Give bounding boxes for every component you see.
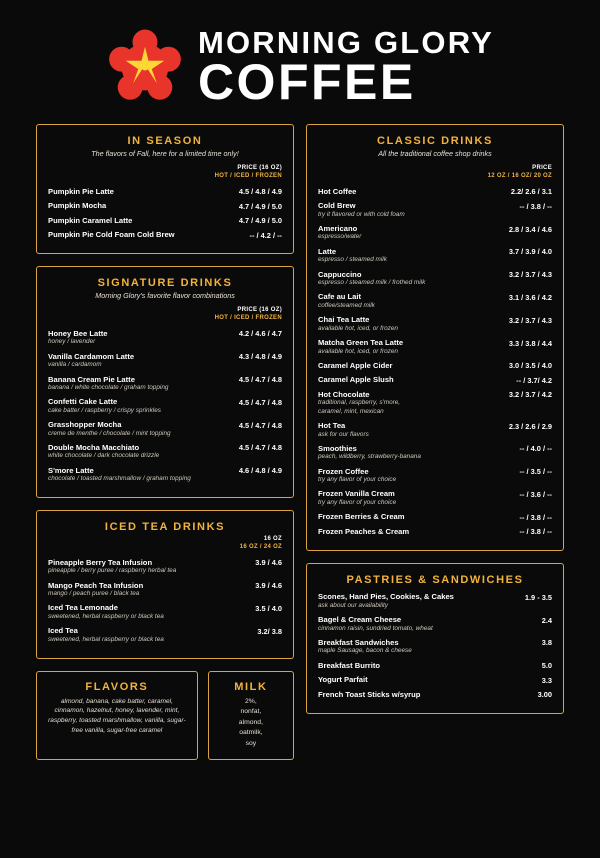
item-name: Cold Brew xyxy=(318,201,356,211)
section-iced-tea-drinks xyxy=(36,510,294,658)
item-price: -- / 3.5 / -- xyxy=(519,467,552,477)
item-description: cake batter / raspberry / crispy sprinkles xyxy=(48,406,161,414)
price-header-label: 16 OZ xyxy=(263,536,282,543)
section-title: CLASSIC DRINKS xyxy=(377,135,493,147)
menu-item xyxy=(48,326,282,349)
item-price: 4.7 / 4.9 / 5.0 xyxy=(238,216,282,226)
price-header-sub: 12 OZ / 16 OZ/ 20 OZ xyxy=(487,173,552,180)
item-name: Honey Bee Latte xyxy=(48,328,108,338)
item-name: Bagel & Cream Cheese xyxy=(318,615,402,625)
menu-item xyxy=(318,358,552,373)
menu-item xyxy=(318,613,552,636)
menu-item xyxy=(318,199,552,222)
flavors-list: almond, banana, cake batter, caramel, cinnamon, hazelnut, honey, lavender, mint, raspberry, toasted marshmallow, vanilla, sugar-free vanilla, sugar-free caramel xyxy=(48,697,186,735)
price-header-label: PRICE (16 OZ) xyxy=(237,165,282,171)
menu-item xyxy=(318,658,552,673)
item-name: Mango Peach Tea Infusion xyxy=(48,580,144,590)
flavors-milk-row xyxy=(36,671,294,761)
item-name: Pumpkin Pie Cold Foam Cold Brew xyxy=(48,230,175,240)
section-subtitle: Morning Glory's favorite flavor combinations xyxy=(95,291,235,301)
item-price: 3.8 xyxy=(541,638,552,648)
item-price: 3.2/ 3.8 xyxy=(257,626,282,636)
item-price: 4.5 / 4.7 / 4.8 xyxy=(238,443,282,453)
price-header-sub: HOT / ICED / FROZEN xyxy=(214,173,282,180)
item-description: honey / lavender xyxy=(48,338,96,346)
item-name: Pumpkin Mocha xyxy=(48,201,107,211)
item-price: 3.2 / 3.7 / 4.3 xyxy=(508,315,552,325)
item-name: Frozen Vanilla Cream xyxy=(318,489,395,499)
item-price: -- / 3.7/ 4.2 xyxy=(516,375,552,385)
item-name: Frozen Peaches & Cream xyxy=(318,526,410,536)
item-description: coffee/steamed milk xyxy=(318,301,375,309)
pastries-items xyxy=(318,590,552,702)
item-price: 3.2 / 3.7 / 4.2 xyxy=(508,390,552,400)
item-name: Matcha Green Tea Latte xyxy=(318,338,404,348)
price-header-label: PRICE xyxy=(532,165,552,171)
section-title: SIGNATURE DRINKS xyxy=(97,277,233,290)
item-price: 3.3 / 3.8 / 4.4 xyxy=(508,338,552,348)
section-title: FLAVORS xyxy=(85,680,149,693)
item-description: mango / peach puree / black tea xyxy=(48,590,140,598)
item-description: cinnamon raisin, sundried tomato, wheat xyxy=(318,624,433,632)
milk-list: 2%, nonfat, almond, oatmilk, soy xyxy=(238,697,263,747)
menu-item xyxy=(318,524,552,539)
section-in-season xyxy=(36,124,294,254)
item-description: vanilla / cardamom xyxy=(48,361,102,369)
menu-item xyxy=(48,228,282,243)
item-description: ask for our flavors xyxy=(318,430,369,438)
item-description: espresso/water xyxy=(318,233,362,241)
in-season-items xyxy=(48,184,282,242)
item-description: peach, wildberry, strawberry-banana xyxy=(318,453,421,461)
item-description: creme de menthe / chocolate / mint topping xyxy=(48,429,171,437)
item-price: -- / 4.0 / -- xyxy=(519,444,552,454)
item-description: try it flavored or with cold foam xyxy=(318,210,405,218)
menu-item xyxy=(48,578,282,601)
item-name: Vanilla Cardamom Latte xyxy=(48,351,135,361)
item-name: Smoothies xyxy=(318,443,357,453)
menu-item xyxy=(48,463,282,486)
menu-item xyxy=(318,590,552,613)
section-milk xyxy=(208,671,294,761)
menu-item xyxy=(318,635,552,658)
item-price: -- / 4.2 / -- xyxy=(249,230,282,240)
menu-columns xyxy=(0,124,600,760)
item-description: chocolate / toasted marshmallow / graham topping xyxy=(48,475,191,483)
menu-item xyxy=(318,336,552,359)
item-name: Pineapple Berry Tea Infusion xyxy=(48,557,153,567)
item-name: Grasshopper Mocha xyxy=(48,420,122,430)
price-header-sub: HOT / ICED / FROZEN xyxy=(214,315,282,322)
item-price: 3.7 / 3.9 / 4.0 xyxy=(508,247,552,257)
item-price: 3.1 / 3.6 / 4.2 xyxy=(508,292,552,302)
menu-item xyxy=(318,222,552,245)
item-name: Iced Tea Lemonade xyxy=(48,603,118,613)
item-price: -- / 3.8 / -- xyxy=(519,201,552,211)
menu-item xyxy=(318,387,552,418)
item-price: 1.9 - 3.5 xyxy=(524,592,552,602)
item-name: Iced Tea xyxy=(48,626,78,636)
section-title: MILK xyxy=(234,680,268,693)
menu-item xyxy=(48,349,282,372)
menu-item xyxy=(318,244,552,267)
item-price: 2.3 / 2.6 / 2.9 xyxy=(508,421,552,431)
item-price: 5.0 xyxy=(541,661,552,671)
section-flavors xyxy=(36,671,198,761)
menu-item xyxy=(318,464,552,487)
item-name: Chai Tea Latte xyxy=(318,315,370,325)
section-subtitle: All the traditional coffee shop drinks xyxy=(378,149,492,158)
item-price: 4.5 / 4.7 / 4.8 xyxy=(238,375,282,384)
item-name: Double Mocha Macchiato xyxy=(48,442,140,452)
menu-item xyxy=(318,184,552,199)
item-name: Pumpkin Caramel Latte xyxy=(48,215,133,225)
item-name: Breakfast Burrito xyxy=(318,660,381,670)
item-name: Americano xyxy=(318,224,358,233)
item-price: 4.2 / 4.6 / 4.7 xyxy=(238,329,282,339)
menu-item xyxy=(318,267,552,290)
menu-item xyxy=(48,601,282,624)
menu-item xyxy=(48,199,282,214)
item-name: Yogurt Parfait xyxy=(318,675,368,685)
item-price: 2.4 xyxy=(541,615,552,625)
classic-items xyxy=(318,184,552,539)
menu-item xyxy=(48,372,282,395)
item-price: 2.2/ 2.6 / 3.1 xyxy=(510,187,552,197)
price-header xyxy=(318,164,552,180)
menu-item xyxy=(318,687,552,702)
iced-tea-items xyxy=(48,555,282,646)
item-name: French Toast Sticks w/syrup xyxy=(318,689,421,699)
price-header xyxy=(48,306,282,322)
menu-item xyxy=(48,395,282,418)
item-description: espresso / steamed milk xyxy=(318,256,387,264)
section-title: PASTRIES & SANDWICHES xyxy=(346,573,524,586)
price-header xyxy=(48,164,282,180)
item-price: -- / 3.8 / -- xyxy=(519,527,552,537)
item-description: available hot, iced, or frozen xyxy=(318,347,398,355)
signature-items xyxy=(48,326,282,486)
item-price: 4.6 / 4.8 / 4.9 xyxy=(238,466,282,476)
item-price: 3.2 / 3.7 / 4.3 xyxy=(508,270,552,280)
item-price: 3.0 / 3.5 / 4.0 xyxy=(508,361,552,371)
item-description: try any flavor of your choice xyxy=(318,476,397,484)
item-price: 3.9 / 4.6 xyxy=(255,558,282,568)
item-price: -- / 3.8 / -- xyxy=(519,512,552,522)
menu-item xyxy=(318,673,552,688)
item-price: 3.00 xyxy=(537,690,552,700)
item-name: Caramel Apple Slush xyxy=(318,375,394,385)
item-price: 4.3 / 4.8 / 4.9 xyxy=(238,352,282,362)
item-description: ask about our availability xyxy=(318,601,388,609)
section-signature-drinks xyxy=(36,266,294,498)
menu-item xyxy=(318,419,552,442)
menu-item xyxy=(48,418,282,441)
item-name: Cappuccino xyxy=(318,269,362,279)
menu-item xyxy=(48,440,282,463)
item-description: maple Sausage, bacon & cheese xyxy=(318,647,412,655)
item-price: 3.9 / 4.6 xyxy=(255,581,282,591)
item-description: try any flavor of your choice xyxy=(318,498,397,506)
item-name: Cafe au Lait xyxy=(318,292,362,302)
section-pastries-sandwiches xyxy=(306,563,564,714)
right-column xyxy=(306,124,564,760)
item-name: Confetti Cake Latte xyxy=(48,397,118,407)
item-name: Hot Coffee xyxy=(318,186,357,196)
item-description: traditional, raspberry, s'more, caramel, mint, mexican xyxy=(318,399,401,415)
item-description: pineapple / berry puree / raspberry herbal tea xyxy=(48,567,177,575)
section-subtitle: The flavors of Fall, here for a limited time only! xyxy=(91,149,239,158)
item-description: sweetened, herbal raspberry or black tea xyxy=(48,612,164,620)
item-name: Latte xyxy=(318,246,337,256)
item-price: 4.5 / 4.7 / 4.8 xyxy=(238,397,282,407)
menu-item xyxy=(318,510,552,525)
item-description: available hot, iced, or frozen xyxy=(318,324,398,332)
item-price: 4.5 / 4.8 / 4.9 xyxy=(238,187,282,197)
menu-item xyxy=(318,313,552,336)
menu-item xyxy=(48,624,282,647)
brand-line-1: MORNING GLORY xyxy=(197,24,495,60)
section-title: IN SEASON xyxy=(127,135,203,147)
item-description: white chocolate / dark chocolate drizzle xyxy=(48,452,160,460)
item-description: espresso / steamed milk / frothed milk xyxy=(318,279,426,287)
brand-line-2: COFFEE xyxy=(197,54,416,111)
item-price: 4.7 / 4.9 / 5.0 xyxy=(238,201,282,211)
item-name: Caramel Apple Cider xyxy=(318,360,393,370)
item-price: 3.3 xyxy=(541,675,552,685)
item-name: Frozen Berries & Cream xyxy=(318,512,405,522)
price-header-sub: 16 OZ / 24 OZ xyxy=(239,544,282,551)
item-name: Pumpkin Pie Latte xyxy=(48,186,114,196)
menu-item xyxy=(48,184,282,199)
menu-item xyxy=(318,487,552,510)
section-title: ICED TEA DRINKS xyxy=(104,521,226,534)
flower-logo-icon xyxy=(106,28,184,106)
item-name: Banana Cream Pie Latte xyxy=(48,374,135,384)
item-name: S'more Latte xyxy=(48,465,94,475)
menu-item xyxy=(318,373,552,388)
menu-item xyxy=(318,290,552,313)
item-name: Frozen Coffee xyxy=(318,466,369,476)
item-name: Hot Chocolate xyxy=(318,389,370,399)
section-classic-drinks xyxy=(306,124,564,551)
item-description: sweetened, herbal raspberry or black tea xyxy=(48,635,164,643)
price-header xyxy=(48,535,282,551)
item-name: Hot Tea xyxy=(318,421,346,431)
item-price: 3.5 / 4.0 xyxy=(255,603,282,613)
item-price: 2.8 / 3.4 / 4.6 xyxy=(508,224,552,234)
item-name: Scones, Hand Pies, Cookies, & Cakes xyxy=(318,592,454,602)
menu-item xyxy=(318,441,552,464)
price-header-label: PRICE (16 OZ) xyxy=(237,307,282,314)
item-description: banana / white chocolate / graham topping xyxy=(48,383,169,391)
menu-item xyxy=(48,555,282,578)
item-price: -- / 3.6 / -- xyxy=(519,489,552,499)
menu-item xyxy=(48,213,282,228)
item-name: Breakfast Sandwiches xyxy=(318,637,399,647)
item-price: 4.5 / 4.7 / 4.8 xyxy=(238,420,282,430)
brand-wordmark xyxy=(197,24,495,111)
left-column xyxy=(36,124,294,760)
menu-header xyxy=(0,0,600,124)
